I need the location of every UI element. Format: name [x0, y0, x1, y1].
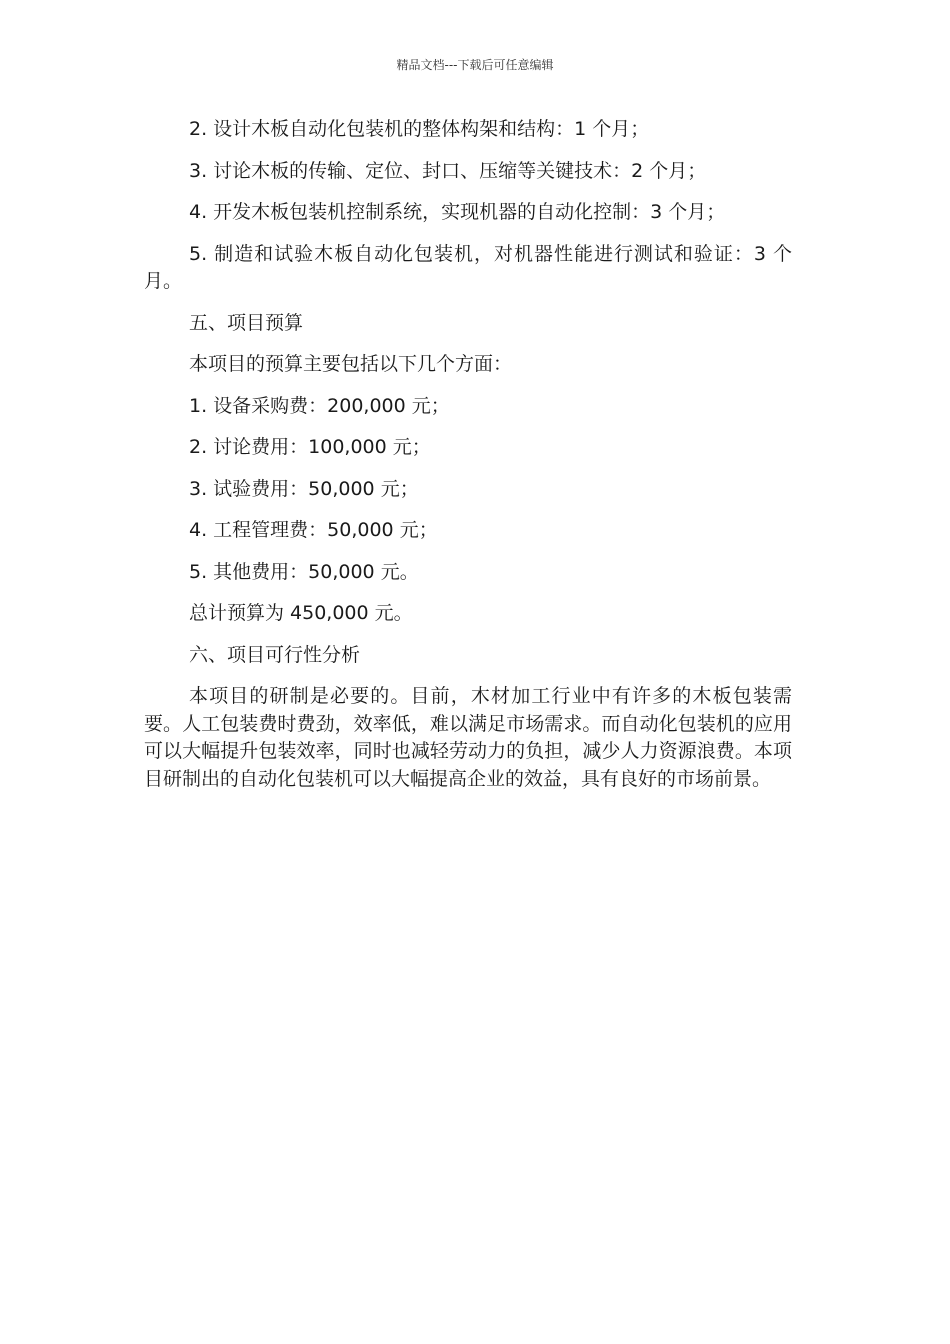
budget-total: 总计预算为 450,000 元。: [189, 602, 413, 624]
budget-item-4: 4. 工程管理费：50,000 元；: [189, 519, 438, 541]
schedule-item-4: 4. 开发木板包装机控制系统，实现机器的自动化控制：3 个月；: [189, 201, 726, 223]
budget-item-1: 1. 设备采购费：200,000 元；: [189, 394, 450, 417]
budget-item-5: 5. 其他费用：50,000 元。: [189, 560, 419, 583]
budget-item-2: 2. 讨论费用：100,000 元；: [189, 436, 431, 458]
schedule-item-3: 3. 讨论木板的传输、定位、封口、压缩等关键技术：2 个月；: [189, 159, 707, 182]
budget-intro: 本项目的预算主要包括以下几个方面：: [189, 353, 513, 375]
feasibility-paragraph: 本项目的研制是必要的。目前，木材加工行业中有许多的木板包装需要。人工包装费时费劲，效率低，难以满足市场需求。而自动化包装机的应用可以大幅提升包装效率，同时也减轻劳动力的负担，减少人力资源浪费。本项目研制出的自动化包装机可以大幅提高企业的效益，具有良好的市场前景。: [144, 685, 792, 790]
schedule-item-2: 2. 设计木板自动化包装机的整体构架和结构：1 个月；: [189, 118, 650, 140]
budget-item-3: 3. 试验费用：50,000 元；: [189, 477, 419, 500]
section-heading-budget: 五、项目预算: [189, 311, 304, 334]
document-body: [144, 116, 792, 807]
schedule-item-5: 5. 制造和试验木板自动化包装机，对机器性能进行测试和验证：3 个月。: [144, 242, 792, 292]
section-heading-feasibility: 六、项目可行性分析: [189, 643, 361, 666]
page-header: 精品文档---下载后可任意编辑: [396, 58, 554, 72]
